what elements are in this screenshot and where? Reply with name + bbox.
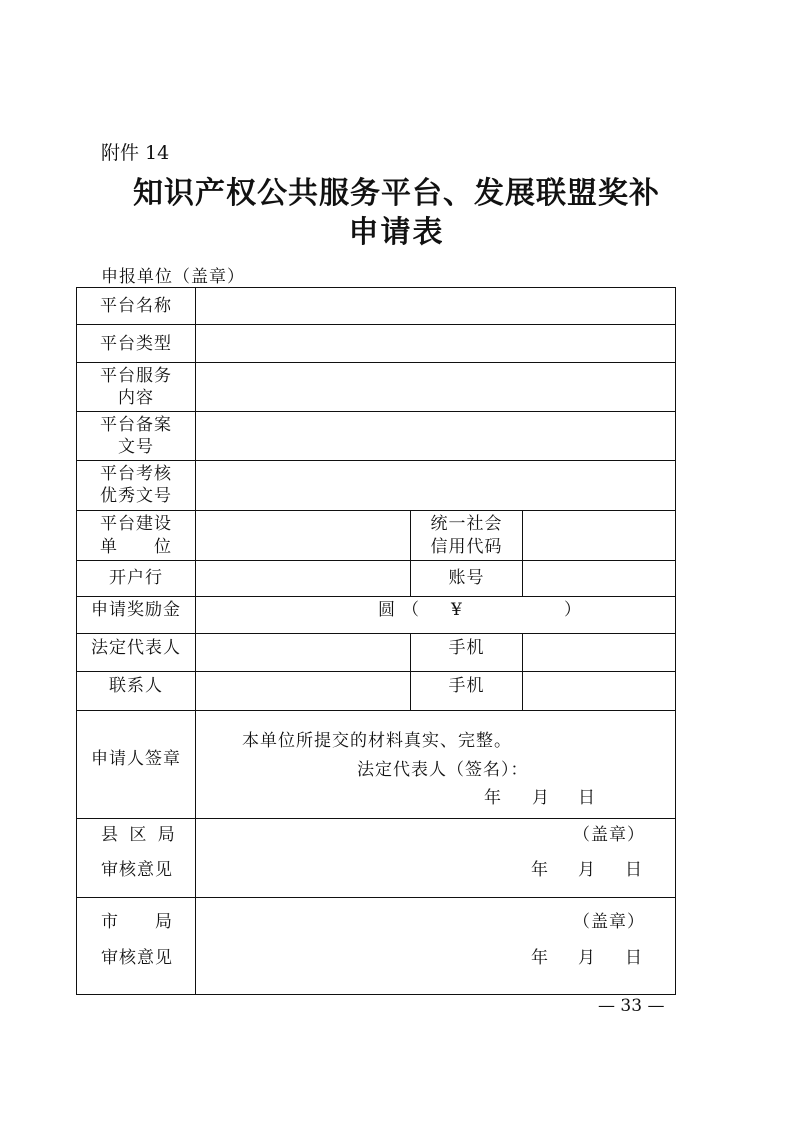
county-date-day: 日 (625, 860, 643, 880)
label-contact: 联系人 (109, 676, 163, 696)
row-divider (76, 818, 676, 819)
county-date-year: 年 (531, 860, 549, 880)
row-divider (76, 411, 676, 412)
label-platform-name: 平台名称 (100, 296, 172, 316)
applicant-unit-label: 申报单位（盖章） (101, 267, 245, 287)
table-border-top (76, 287, 676, 288)
sign-date-day: 日 (578, 788, 596, 808)
city-date-day: 日 (625, 948, 643, 968)
row-divider (76, 671, 676, 672)
label-county-line1: 县 区 局 (101, 825, 176, 845)
label-credit-code-line1: 统一社会 (430, 514, 503, 534)
row-divider (76, 897, 676, 898)
declaration-text: 本单位所提交的材料真实、完整。 (242, 731, 512, 751)
label-builder-line2: 单 位 (100, 537, 172, 557)
city-seal: （盖章） (573, 912, 645, 932)
city-date-month: 月 (578, 948, 596, 968)
attachment-label: 附件 14 (101, 142, 170, 164)
row-divider (76, 460, 676, 461)
legal-sign-label: 法定代表人（签名）： (357, 760, 529, 780)
label-bank: 开户行 (109, 568, 163, 588)
table-border-right (675, 287, 676, 995)
county-seal: （盖章） (573, 825, 645, 845)
column-divider (522, 510, 523, 596)
label-account: 账号 (448, 568, 485, 588)
label-builder-line1: 平台建设 (100, 514, 172, 534)
label-credit-code-line2: 信用代码 (430, 537, 503, 557)
label-mobile-1: 手机 (448, 638, 485, 658)
label-platform-type: 平台类型 (100, 334, 172, 354)
amount-paren-open: （ (402, 600, 420, 620)
label-service-content-line2: 内容 (118, 388, 154, 408)
row-divider (76, 710, 676, 711)
label-signature: 申请人签章 (91, 749, 181, 769)
row-divider (76, 324, 676, 325)
amount-unit: 圆 (378, 600, 396, 620)
row-divider (76, 362, 676, 363)
page-title: 知识产权公共服务平台、发展联盟奖补 (133, 176, 660, 211)
sign-date-month: 月 (532, 788, 550, 808)
page-number: — 33 — (598, 996, 665, 1016)
label-filing-no-line1: 平台备案 (100, 415, 172, 435)
row-divider (76, 596, 676, 597)
label-excellent-no-line2: 优秀文号 (100, 486, 172, 506)
label-city-line2: 审核意见 (101, 948, 173, 968)
amount-yen-sign: ¥ (451, 600, 463, 620)
page-subtitle: 申请表 (348, 215, 445, 250)
label-filing-no-line2: 文号 (118, 437, 154, 457)
label-excellent-no-line1: 平台考核 (100, 464, 172, 484)
label-legal-rep: 法定代表人 (91, 638, 181, 658)
label-county-line2: 审核意见 (101, 860, 173, 880)
label-city-line1: 市 局 (101, 912, 173, 932)
amount-paren-close: ） (564, 600, 582, 620)
row-divider (76, 633, 676, 634)
row-divider (76, 510, 676, 511)
label-amount: 申请奖励金 (91, 600, 181, 620)
city-date-year: 年 (531, 948, 549, 968)
row-divider (76, 560, 676, 561)
label-service-content-line1: 平台服务 (100, 366, 172, 386)
table-border-bottom (76, 994, 676, 995)
sign-date-year: 年 (484, 788, 502, 808)
county-date-month: 月 (578, 860, 596, 880)
column-divider (195, 287, 196, 995)
label-mobile-2: 手机 (448, 676, 485, 696)
column-divider (522, 633, 523, 710)
